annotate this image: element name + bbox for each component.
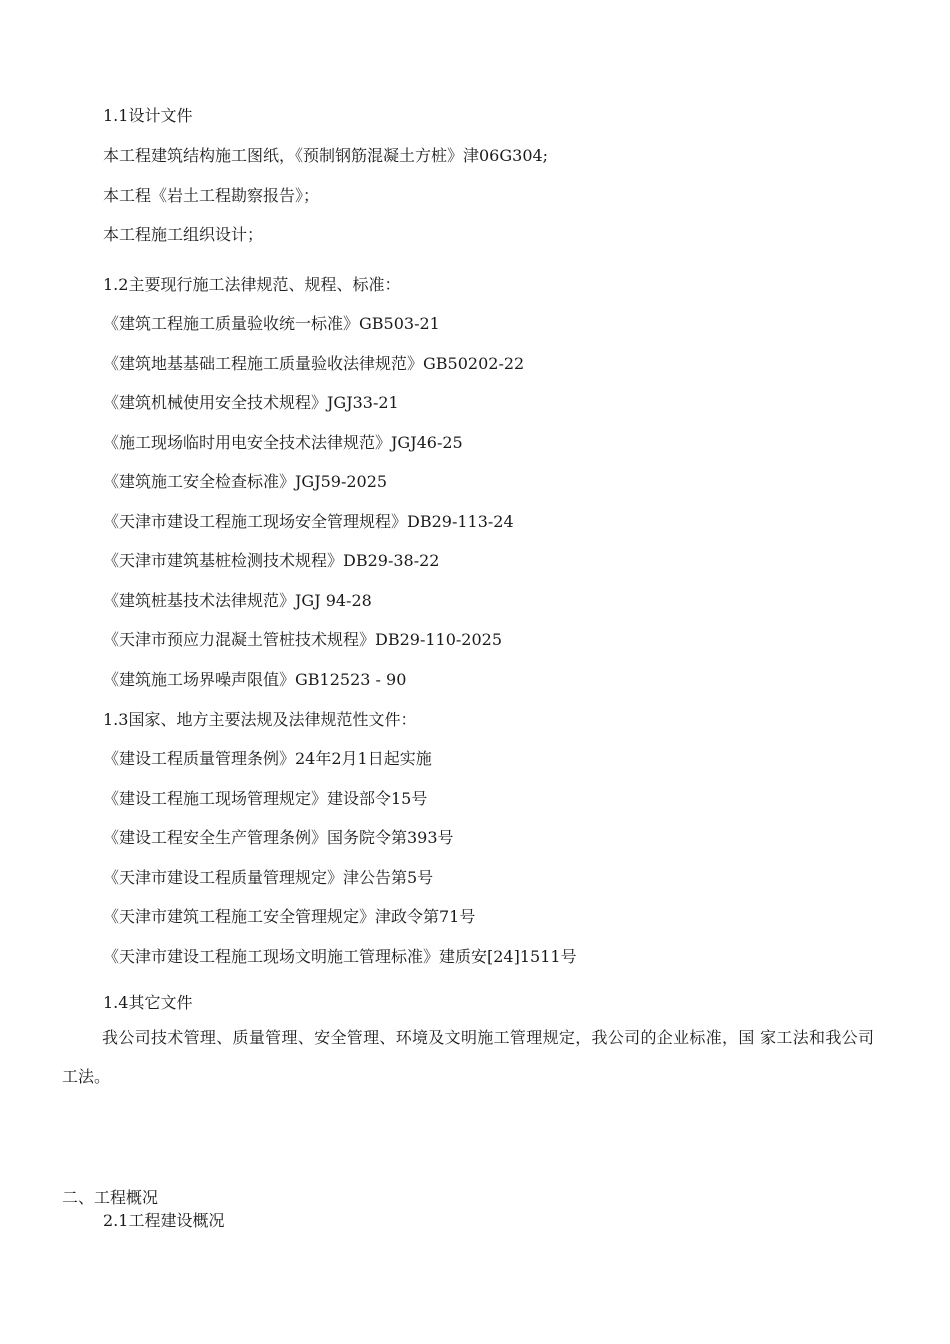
standard-item: 《建筑施工安全检查标准》JGJ59-2025 (103, 472, 388, 491)
section-1-1-heading: 1.1设计文件 (103, 106, 193, 125)
section-1-3-heading: 1.3国家、地方主要法规及法律规范性文件： (103, 710, 417, 729)
other-files-paragraph: 我公司技术管理、质量管理、安全管理、环境及文明施工管理规定，我公司的企业标准，国 家工法和我公司工法。 (62, 1028, 874, 1086)
section-1-4-heading: 1.4其它文件 (103, 993, 193, 1012)
design-file-item: 本工程施工组织设计； (103, 225, 264, 244)
section-2-1-heading: 2.1工程建设概况 (103, 1211, 225, 1230)
regulation-item: 《天津市建筑工程施工安全管理规定》津政令第71号 (103, 907, 476, 926)
standard-item: 《建筑施工场界噪声限值》GB12523 - 90 (103, 670, 407, 689)
regulation-item: 《天津市建设工程质量管理规定》津公告第5号 (103, 868, 434, 887)
regulation-item: 《天津市建设工程施工现场文明施工管理标准》建质安[24]1511号 (103, 947, 577, 966)
standard-item: 《天津市建设工程施工现场安全管理规程》DB29-113-24 (103, 512, 514, 531)
standard-item: 《天津市建筑基桩检测技术规程》DB29-38-22 (103, 551, 440, 570)
regulation-item: 《建设工程质量管理条例》24年2月1日起实施 (103, 749, 432, 768)
standard-item: 《建筑地基基础工程施工质量验收法律规范》GB50202-22 (103, 354, 525, 373)
standard-item: 《建筑桩基技术法律规范》JGJ 94-28 (103, 591, 372, 610)
regulation-item: 《建设工程安全生产管理条例》国务院令第393号 (103, 828, 454, 847)
design-file-item: 本工程建筑结构施工图纸，《预制钢筋混凝土方桩》津06G304; (103, 146, 549, 165)
design-file-item: 本工程《岩土工程勘察报告》； (103, 186, 320, 205)
standard-item: 《天津市预应力混凝土管桩技术规程》DB29-110-2025 (103, 630, 503, 649)
standard-item: 《建筑工程施工质量验收统一标准》GB503-21 (103, 314, 440, 333)
standard-item: 《建筑机械使用安全技术规程》JGJ33-21 (103, 393, 399, 412)
section-2-heading: 二、工程概况 (62, 1188, 159, 1207)
section-1-2-heading: 1.2主要现行施工法律规范、规程、标准： (103, 275, 401, 294)
regulation-item: 《建设工程施工现场管理规定》建设部令15号 (103, 789, 428, 808)
standard-item: 《施工现场临时用电安全技术法律规范》JGJ46-25 (103, 433, 463, 452)
